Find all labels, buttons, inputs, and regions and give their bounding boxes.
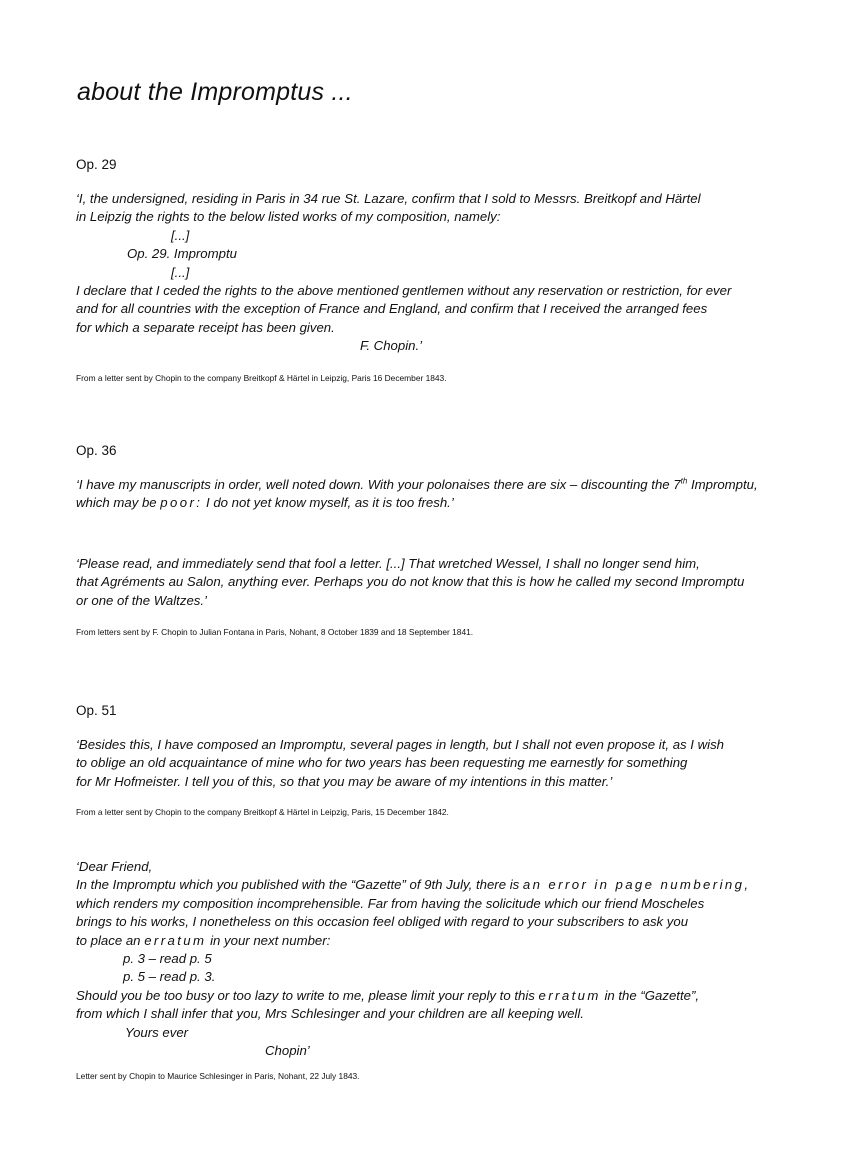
quote-line: or one of the Waltzes.’ xyxy=(76,592,207,608)
quote-line: brings to his works, I nonetheless on this occasion feel obliged with regard to your subscribers to ask you xyxy=(76,914,689,930)
quote-line: and for all countries with the exception of France and England, and confirm that I received the arranged fees xyxy=(76,301,708,317)
closing-line: Yours ever xyxy=(125,1024,189,1040)
quote-op29 xyxy=(76,190,731,356)
quote-line xyxy=(76,876,748,894)
quote-op51-1 xyxy=(76,736,724,791)
quote-line xyxy=(76,494,758,512)
quote-line: for Mr Hofmeister. I tell you of this, so that you may be aware of my intentions in this matter.’ xyxy=(76,773,613,789)
signature-line: Chopin’ xyxy=(265,1042,310,1058)
quote-line: to oblige an old acquaintance of mine who for two years has been requesting me earnestly for something xyxy=(76,755,688,771)
spaced-emphasis: erratum xyxy=(538,987,601,1003)
quote-text: I do not yet know myself, as it is too fresh.’ xyxy=(202,495,454,511)
quote-line: ‘I, the undersigned, residing in Paris in 34 rue St. Lazare, confirm that I sold to Messrs. Breitkopf and Härtel xyxy=(76,191,701,206)
source-citation: From a letter sent by Chopin to the company Breitkopf & Härtel in Leipzig, Paris, 15 December 1842. xyxy=(76,807,449,817)
quote-line: I declare that I ceded the rights to the above mentioned gentlemen without any reservation or restriction, for ever xyxy=(76,282,732,298)
quote-line xyxy=(76,932,748,950)
quote-line: [...] xyxy=(171,264,190,280)
quote-line: Op. 29. Impromptu xyxy=(127,246,237,262)
quote-line xyxy=(76,987,748,1005)
quote-text: , xyxy=(744,877,749,893)
quote-text: which may be xyxy=(76,495,161,511)
quote-line: p. 3 – read p. 5 xyxy=(123,950,212,966)
quote-line: from which I shall infer that you, Mrs Schlesinger and your children are all keeping well. xyxy=(76,1006,584,1022)
superscript: th xyxy=(680,476,688,486)
quote-text: in the “Gazette”, xyxy=(600,987,699,1003)
source-citation: From a letter sent by Chopin to the company Breitkopf & Härtel in Leipzig, Paris 16 December 1843. xyxy=(76,373,447,383)
quote-line: p. 5 – read p. 3. xyxy=(123,969,216,985)
quote-text: Should you be too busy or too lazy to write to me, please limit your reply to this xyxy=(76,987,539,1003)
quote-line: ‘Besides this, I have composed an Impromptu, several pages in length, but I shall not even propose it, as I wish xyxy=(76,737,725,752)
page-title: about the Impromptus ... xyxy=(77,78,353,106)
quote-op51-2 xyxy=(76,858,748,1060)
quote-text: ‘I have my manuscripts in order, well noted down. With your polonaises there are six – discounting the 7 xyxy=(76,477,681,492)
signature-line: F. Chopin.’ xyxy=(360,338,423,354)
quote-op36-1 xyxy=(76,476,758,513)
quote-line: in Leipzig the rights to the below listed works of my composition, namely: xyxy=(76,209,501,225)
quote-line xyxy=(76,476,758,494)
spaced-emphasis: poor: xyxy=(160,495,203,511)
quote-line: ‘Please read, and immediately send that fool a letter. [...] That wretched Wessel, I shall no longer send him, xyxy=(76,556,700,571)
quote-line: ‘Dear Friend, xyxy=(76,859,153,874)
quote-line: for which a separate receipt has been given. xyxy=(76,319,335,335)
source-citation: From letters sent by F. Chopin to Julian Fontana in Paris, Nohant, 8 October 1839 and 18 September 1841. xyxy=(76,627,474,637)
quote-line: [...] xyxy=(171,227,190,243)
spaced-emphasis: erratum xyxy=(144,932,207,948)
section-heading-op51: Op. 51 xyxy=(76,703,117,718)
source-citation: Letter sent by Chopin to Maurice Schlesinger in Paris, Nohant, 22 July 1843. xyxy=(76,1071,360,1081)
quote-text: to place an xyxy=(76,932,145,948)
quote-text: Impromptu, xyxy=(687,477,758,492)
quote-line: that Agréments au Salon, anything ever. Perhaps you do not know that this is how he called my second Impromptu xyxy=(76,574,745,590)
quote-line: which renders my composition incomprehensible. Far from having the solicitude which our friend Moscheles xyxy=(76,895,705,911)
spaced-emphasis: an error in page numbering xyxy=(522,877,745,893)
quote-op36-2 xyxy=(76,555,744,610)
section-heading-op29: Op. 29 xyxy=(76,157,117,172)
section-heading-op36: Op. 36 xyxy=(76,443,117,458)
quote-text: In the Impromptu which you published with the “Gazette” of 9th July, there is xyxy=(76,877,523,893)
quote-text: in your next number: xyxy=(206,932,331,948)
